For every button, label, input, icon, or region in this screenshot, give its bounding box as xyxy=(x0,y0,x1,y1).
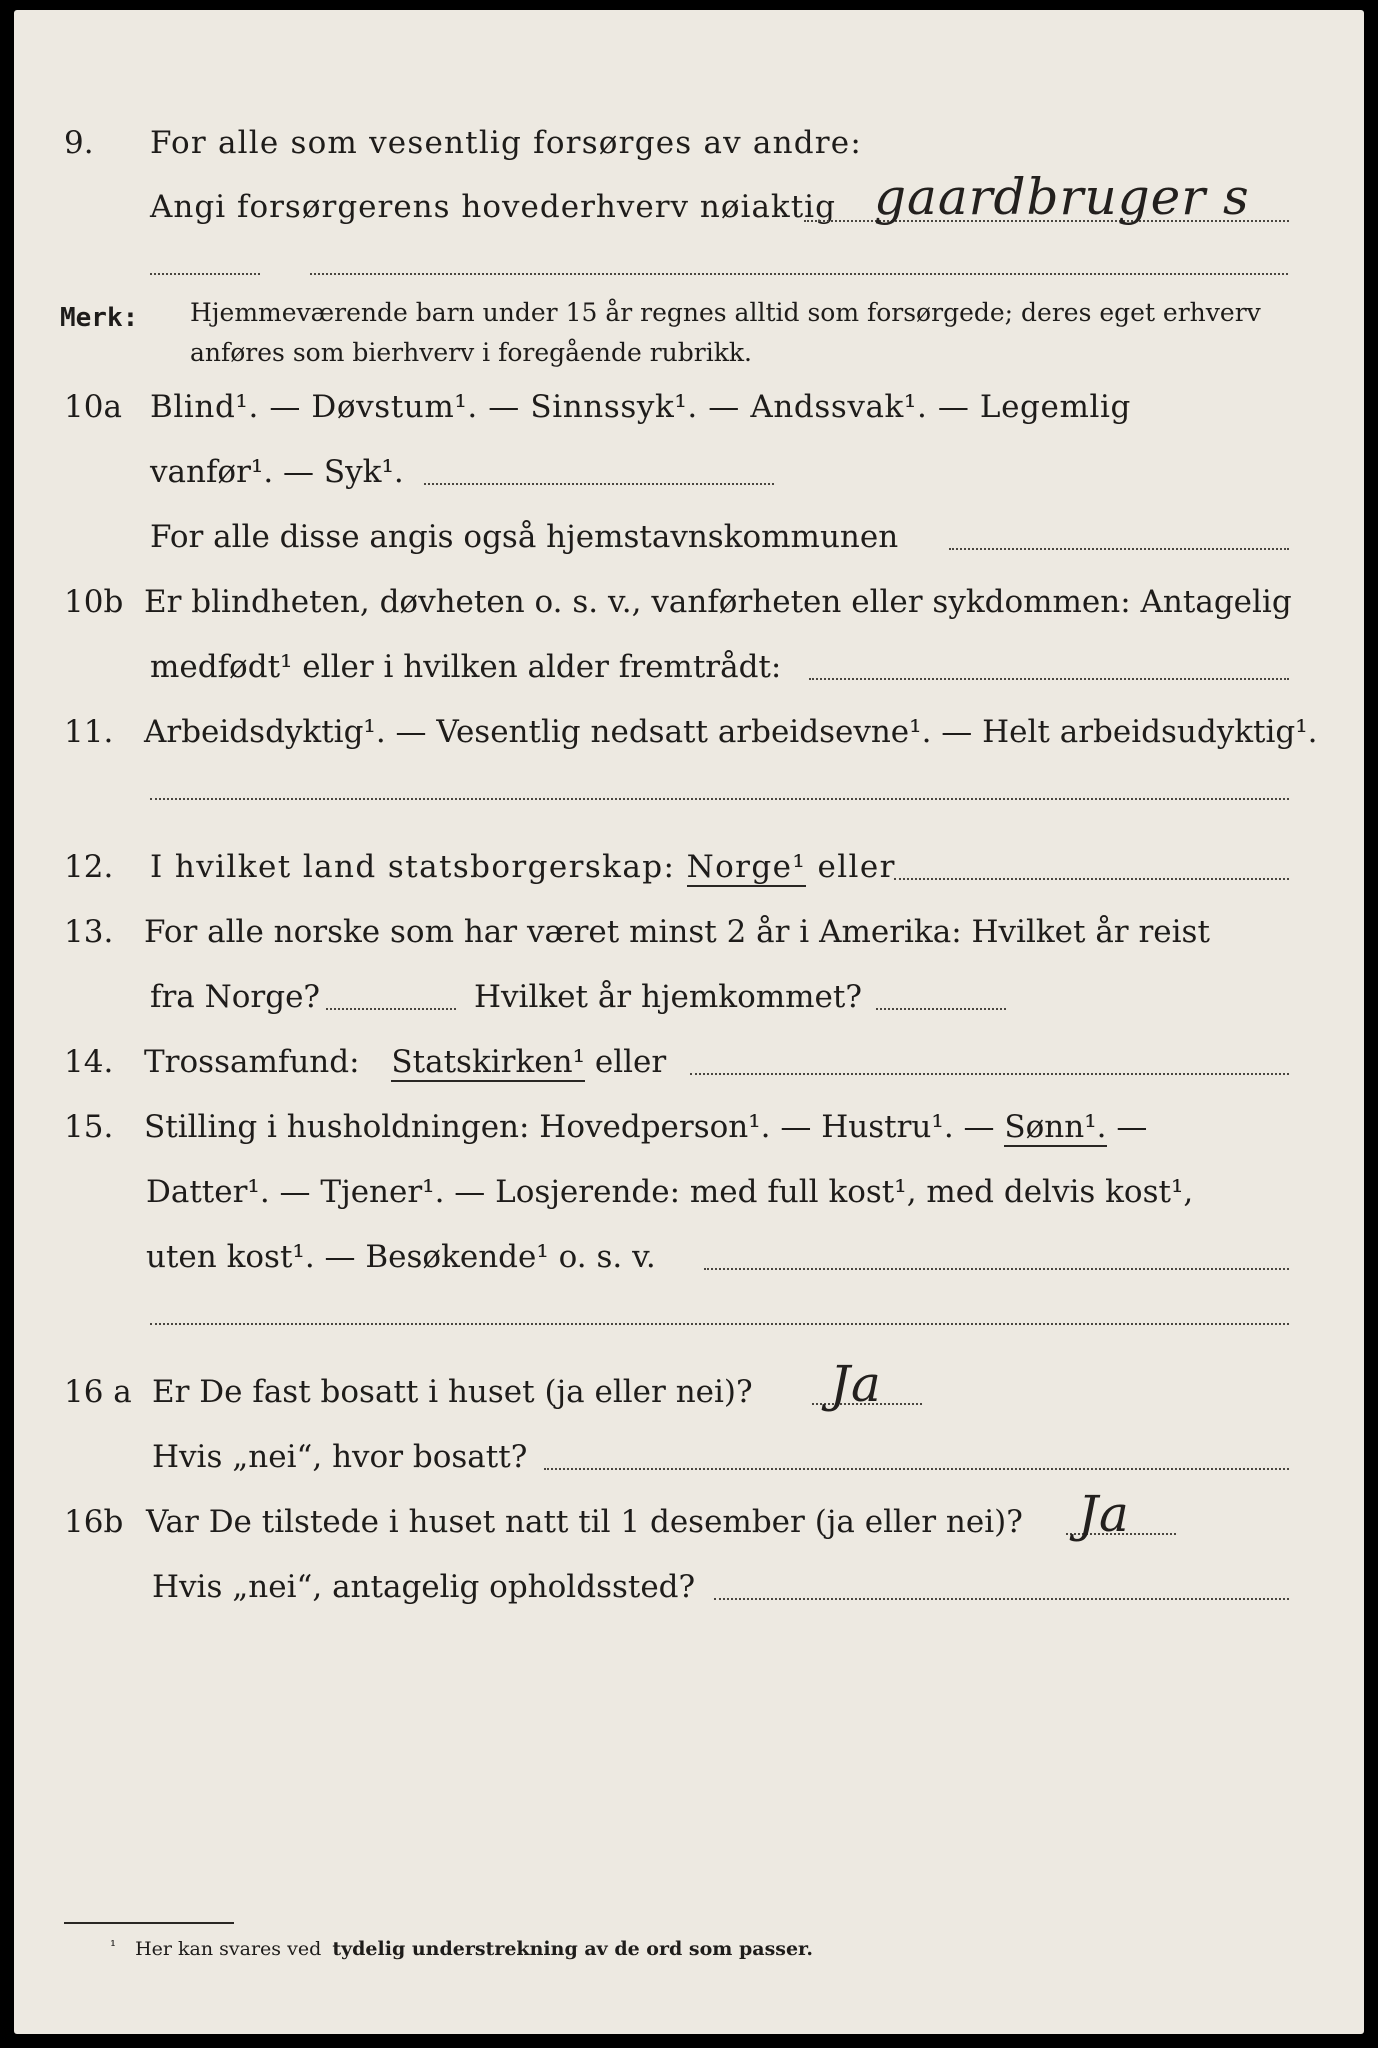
footnote-mark: ¹ xyxy=(110,1937,117,1955)
q11-text: Arbeidsdyktig¹. — Vesentlig nedsatt arbeidsevne¹. — Helt arbeidsudyktig¹. xyxy=(144,714,1318,750)
q15-extra-line[interactable] xyxy=(150,1323,1289,1325)
q15-underlined-sonn[interactable]: Sønn¹. xyxy=(1004,1109,1107,1145)
q11-number: 11. xyxy=(64,714,114,750)
q16b-handwritten-answer: Ja xyxy=(1078,1485,1130,1543)
q10a-hjemstavn-line[interactable] xyxy=(949,548,1289,550)
q15-row-3 xyxy=(14,1232,1364,1282)
q14-text-post: eller xyxy=(594,1044,667,1080)
q13-text-2b: Hvilket år hjemkommet? xyxy=(474,979,862,1015)
q9-text-1: For alle som vesentlig forsørges av andre: xyxy=(150,125,862,161)
footnote-rule xyxy=(64,1922,234,1924)
q10a-syk-line[interactable] xyxy=(424,483,774,485)
q11-answer-line[interactable] xyxy=(150,798,1289,800)
q14-number: 14. xyxy=(64,1044,114,1080)
q10b-number: 10b xyxy=(64,584,124,620)
q12-underlined-norge[interactable]: Norge¹ xyxy=(686,849,807,885)
q9-row-1 xyxy=(14,118,1364,168)
q10b-answer-line[interactable] xyxy=(809,678,1289,680)
q16a-bosatt-line[interactable] xyxy=(544,1468,1289,1470)
q9-row-2 xyxy=(14,168,1364,232)
q12-text-pre: I hvilket land statsborgerskap: xyxy=(150,849,676,885)
census-form-page xyxy=(14,10,1364,2034)
q16a-row-1 xyxy=(14,1355,1364,1417)
q9-extra-line xyxy=(310,273,1288,275)
q16a-row-2 xyxy=(14,1432,1364,1482)
merk-text-1: Hjemmeværende barn under 15 år regnes alltid som forsørgede; deres eget erhverv xyxy=(190,298,1261,327)
q13-reist-line[interactable] xyxy=(326,1008,456,1010)
q14-text-pre: Trossamfund: xyxy=(144,1044,360,1080)
q10a-row-1 xyxy=(14,382,1364,432)
footnote-bold-text: tydelig understrekning av de ord som passer. xyxy=(332,1938,813,1960)
q14-answer-line[interactable] xyxy=(690,1073,1289,1075)
q10a-text-1: Blind¹. — Døvstum¹. — Sinnssyk¹. — Andssvak¹. — Legemlig xyxy=(150,389,1131,425)
q16b-number: 16b xyxy=(64,1504,124,1540)
q15-text-1-pre: Stilling i husholdningen: Hovedperson¹. — Hustru¹. — xyxy=(144,1109,995,1145)
q14-underlined-statskirken[interactable]: Statskirken¹ xyxy=(391,1044,585,1080)
q15-answer-line[interactable] xyxy=(704,1268,1289,1270)
q9-extra-line-short xyxy=(150,273,260,275)
q15-row-1 xyxy=(14,1102,1364,1152)
q13-hjemkommet-line[interactable] xyxy=(876,1008,1006,1010)
q13-row-2 xyxy=(14,972,1364,1022)
q10a-text-2: vanfør¹. — Syk¹. xyxy=(150,454,404,490)
q10b-row-1 xyxy=(14,577,1364,627)
q10a-row-2 xyxy=(14,447,1364,497)
q9-number: 9. xyxy=(64,125,94,161)
q10b-text-2: medfødt¹ eller i hvilken alder fremtrådt: xyxy=(150,649,782,685)
q13-row-1 xyxy=(14,907,1364,957)
q13-text-2a: fra Norge? xyxy=(150,979,321,1015)
q15-number: 15. xyxy=(64,1109,114,1145)
q16b-row-1 xyxy=(14,1485,1364,1547)
q16a-text-2: Hvis „nei“, hvor bosatt? xyxy=(152,1439,528,1475)
q12-text-post: eller xyxy=(817,849,896,885)
q9-text-2: Angi forsørgerens hovederhverv nøiaktig xyxy=(150,189,836,225)
merk-label: Merk: xyxy=(60,303,139,333)
q10a-number: 10a xyxy=(64,389,122,425)
q11-row xyxy=(14,707,1364,757)
q14-row xyxy=(14,1037,1364,1087)
footnote xyxy=(110,1938,813,1960)
q12-answer-line[interactable] xyxy=(894,878,1289,880)
q16b-text-1: Var De tilstede i huset natt til 1 desember (ja eller nei)? xyxy=(146,1504,1023,1540)
q16a-handwritten-answer: Ja xyxy=(830,1355,882,1413)
q15-text-3: uten kost¹. — Besøkende¹ o. s. v. xyxy=(146,1239,656,1275)
q12-row xyxy=(14,842,1364,892)
q16b-oppholdssted-line[interactable] xyxy=(714,1598,1289,1600)
merk-text-2: anføres som bierhverv i foregående rubrikk. xyxy=(190,338,752,367)
q15-text-1-post: — xyxy=(1116,1109,1148,1145)
q9-handwritten-answer: gaardbruger s xyxy=(874,168,1250,226)
q12-text xyxy=(150,842,896,892)
q16a-number: 16 a xyxy=(64,1374,132,1410)
footnote-text: Her kan svares ved xyxy=(135,1938,322,1960)
q14-text xyxy=(144,1037,666,1087)
q13-number: 13. xyxy=(64,914,114,950)
q16a-text-1: Er De fast bosatt i huset (ja eller nei)? xyxy=(152,1374,753,1410)
q10a-row-3 xyxy=(14,512,1364,562)
merk-row xyxy=(14,293,1364,367)
q12-number: 12. xyxy=(64,849,114,885)
q16b-text-2: Hvis „nei“, antagelig opholdssted? xyxy=(152,1569,696,1605)
q10b-text-1: Er blindheten, døvheten o. s. v., vanførheten eller sykdommen: Antagelig xyxy=(144,584,1292,620)
q15-text-2: Datter¹. — Tjener¹. — Losjerende: med full kost¹, med delvis kost¹, xyxy=(146,1174,1194,1210)
q10a-text-3: For alle disse angis også hjemstavnskommunen xyxy=(150,519,899,555)
q15-text-1 xyxy=(144,1102,1147,1152)
q13-text-1: For alle norske som har været minst 2 år i Amerika: Hvilket år reist xyxy=(144,914,1210,950)
q16b-row-2 xyxy=(14,1562,1364,1612)
q15-row-2 xyxy=(14,1167,1364,1217)
q10b-row-2 xyxy=(14,642,1364,692)
